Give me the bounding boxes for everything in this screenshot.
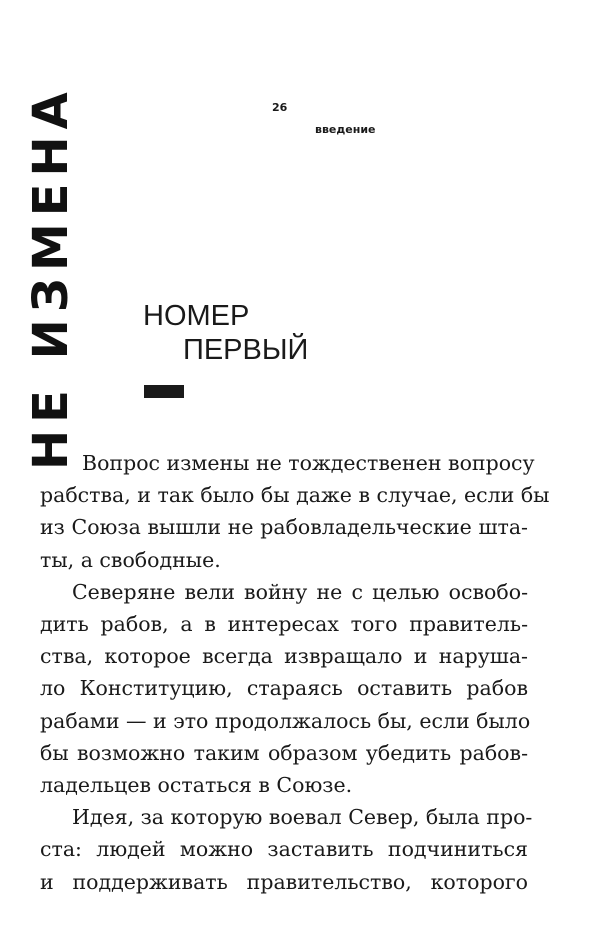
section-label: введение bbox=[315, 123, 376, 136]
body-line: ладельцев остаться в Союзе. bbox=[40, 773, 353, 798]
body-line: ло Конституцию, стараясь оставить рабов bbox=[40, 676, 528, 701]
body-line: Северяне вели войну не с целью освобо- bbox=[72, 579, 528, 604]
chapter-heading-line-2: ПЕРВЫЙ bbox=[183, 334, 309, 366]
body-line: рабами — и это продолжалось бы, если было bbox=[40, 708, 531, 733]
body-line: дить рабов, а в интересах того правитель- bbox=[40, 612, 528, 637]
body-line: Вопрос измены не тождественен вопросу bbox=[82, 451, 535, 475]
page-number: 26 bbox=[272, 101, 288, 114]
body-line: бы возможно таким образом убедить рабов- bbox=[40, 740, 528, 765]
chapter-heading-line-1: НОМЕР bbox=[143, 300, 250, 332]
body-line: Идея, за которую воевал Север, была про- bbox=[72, 805, 533, 830]
body-line: рабства, и так было бы даже в случае, если бы bbox=[40, 483, 550, 508]
body-line: ста: людей можно заставить подчиниться bbox=[40, 837, 528, 862]
heading-bar bbox=[144, 385, 184, 398]
vertical-title-text: НЕ ИЗМЕНА bbox=[23, 85, 79, 470]
body-line: ства, которое всегда извращало и наруша- bbox=[40, 644, 528, 669]
body-text bbox=[40, 447, 550, 898]
body-line: из Союза вышли не рабовладельческие шта- bbox=[40, 515, 528, 540]
body-line: и поддерживать правительство, которого bbox=[40, 869, 528, 894]
vertical-title bbox=[23, 30, 79, 470]
body-line: ты, а свободные. bbox=[40, 547, 221, 572]
